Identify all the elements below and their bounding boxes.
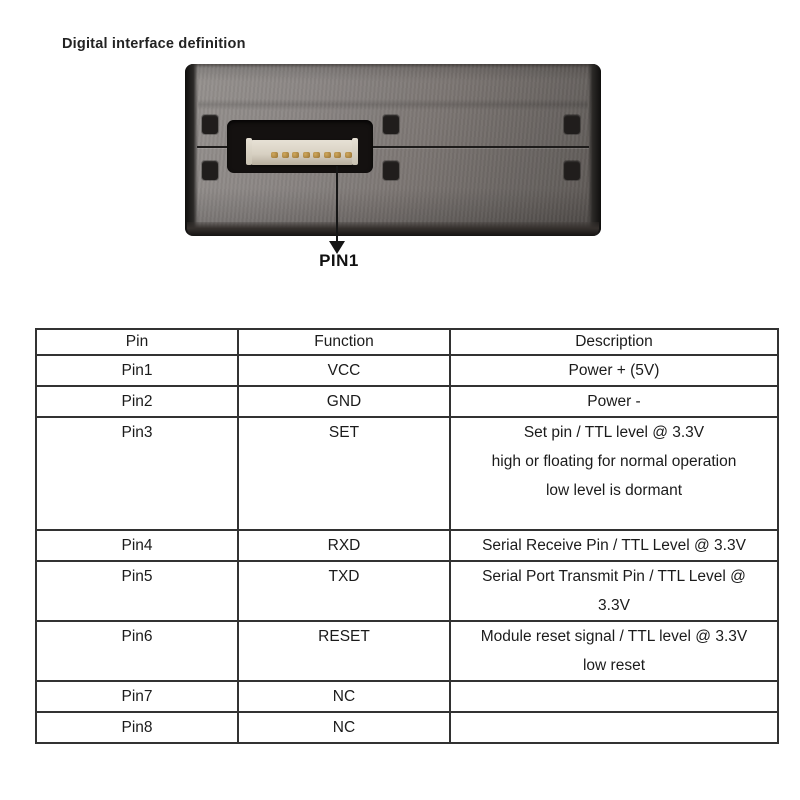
function-cell [238, 621, 450, 681]
description-cell [450, 712, 778, 743]
connector-pin [282, 152, 289, 158]
cell-line: Pin5 [121, 568, 153, 585]
module-edge-left [185, 64, 198, 236]
description-cell [450, 417, 778, 530]
pin-cell [36, 386, 238, 417]
connector-pin [303, 152, 310, 158]
pin-cell [36, 561, 238, 621]
cell-line: TXD [328, 568, 360, 585]
page-title: Digital interface definition [62, 36, 246, 52]
connector-pin [313, 152, 320, 158]
pin-cell [36, 621, 238, 681]
cell-line: GND [326, 393, 362, 410]
cell-line: Pin7 [121, 688, 153, 705]
cell-line: Pin3 [121, 424, 153, 441]
vent-hole [564, 115, 580, 134]
function-cell [238, 355, 450, 386]
cell-line: Pin [125, 333, 149, 350]
function-cell [238, 681, 450, 712]
cell-line: Pin6 [121, 628, 153, 645]
connector-pin [334, 152, 341, 158]
vent-hole [383, 161, 399, 180]
table-row [36, 621, 778, 681]
connector-pin [271, 152, 278, 158]
cell-line: Module reset signal / TTL level @ 3.3V [480, 628, 748, 645]
cell-line: Power - [587, 393, 641, 410]
column-header-function [238, 329, 450, 355]
vent-hole [202, 161, 218, 180]
description-cell [450, 561, 778, 621]
cell-line: NC [332, 719, 356, 736]
table-row [36, 386, 778, 417]
vent-hole [564, 161, 580, 180]
table-row [36, 417, 778, 530]
cell-line: Pin2 [121, 393, 153, 410]
module-edge-right [588, 64, 601, 236]
module-bottom-edge [187, 222, 599, 236]
vent-hole [383, 115, 399, 134]
column-header-pin [36, 329, 238, 355]
cell-line: Pin4 [121, 537, 153, 554]
connector-pin [292, 152, 299, 158]
description-cell [450, 386, 778, 417]
table-row [36, 530, 778, 561]
cell-line: Function [314, 333, 374, 350]
cell-line: Power + (5V) [568, 362, 660, 379]
cell-line: VCC [327, 362, 361, 379]
cell-line: low level is dormant [545, 482, 683, 499]
cell-line: Serial Port Transmit Pin / TTL Level @ [482, 568, 746, 585]
table-row [36, 561, 778, 621]
cell-line: low reset [582, 657, 646, 674]
cell-line: SET [328, 424, 360, 441]
description-cell [450, 621, 778, 681]
function-cell [238, 386, 450, 417]
pin-cell [36, 530, 238, 561]
sensor-module-photo [185, 64, 601, 236]
connector-pin [345, 152, 352, 158]
module-shading-band [198, 99, 588, 110]
table-row [36, 681, 778, 712]
function-cell [238, 712, 450, 743]
function-cell [238, 530, 450, 561]
column-header-description [450, 329, 778, 355]
pin-definition-table [35, 328, 779, 744]
pin1-label: PIN1 [319, 251, 359, 270]
cell-line: NC [332, 688, 356, 705]
cell-line: RXD [327, 537, 361, 554]
cell-line: Pin8 [121, 719, 153, 736]
table-header-row [36, 329, 778, 355]
cell-line: Description [575, 333, 653, 350]
cell-line: 3.3V [598, 597, 630, 614]
table-row [36, 712, 778, 743]
cell-line: Pin1 [121, 362, 153, 379]
cell-line: Serial Receive Pin / TTL Level @ 3.3V [482, 537, 746, 554]
pin1-arrow-line [336, 166, 338, 242]
pin-cell [36, 417, 238, 530]
pin-cell [36, 355, 238, 386]
cell-line: RESET [318, 628, 370, 645]
cell-line: high or floating for normal operation [491, 453, 737, 470]
pin-cell [36, 681, 238, 712]
vent-hole [202, 115, 218, 134]
function-cell [238, 561, 450, 621]
cell-line: Set pin / TTL level @ 3.3V [523, 424, 705, 441]
pin-cell [36, 712, 238, 743]
connector-pin [324, 152, 331, 158]
description-cell [450, 530, 778, 561]
table-row [36, 355, 778, 386]
description-cell [450, 681, 778, 712]
description-cell [450, 355, 778, 386]
function-cell [238, 417, 450, 530]
